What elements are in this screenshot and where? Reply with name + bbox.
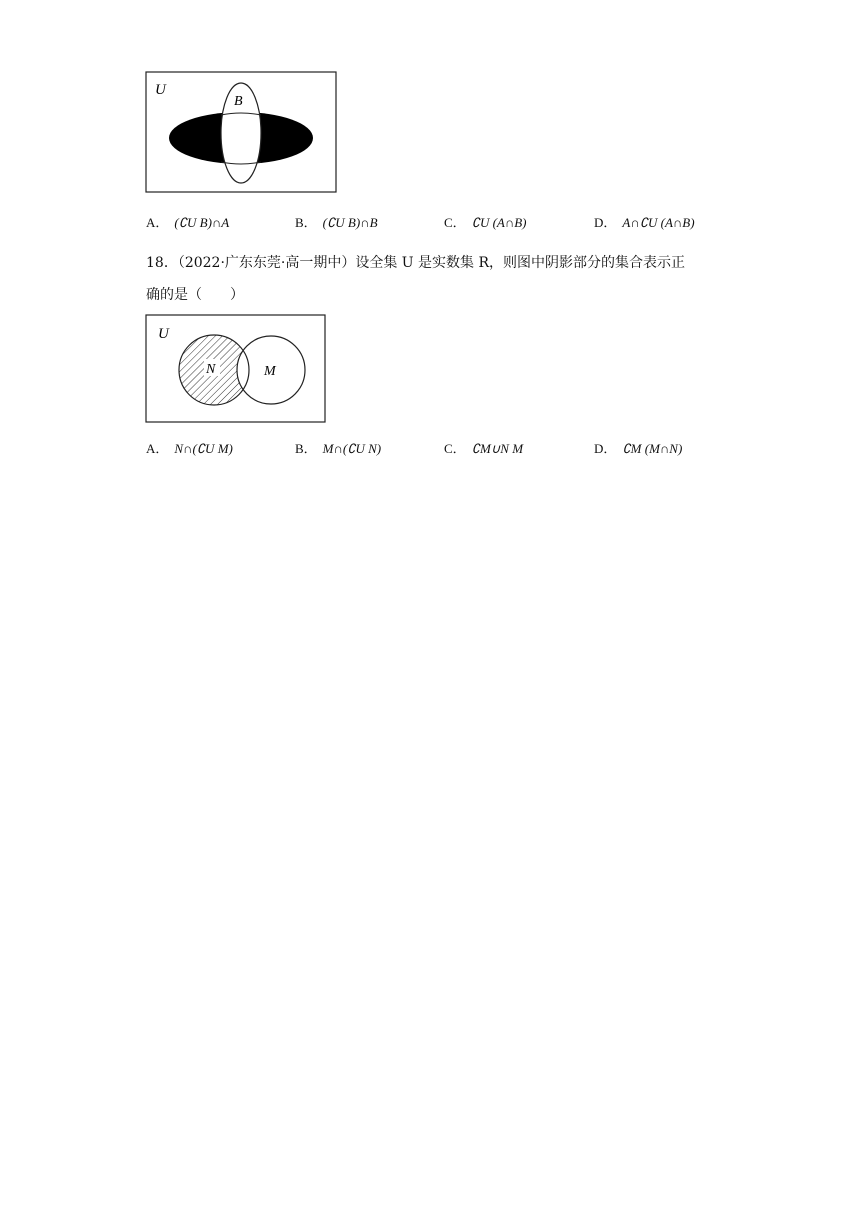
q17-option-b[interactable]: B． (∁U B)∩B [295,215,378,230]
q17-option-c[interactable]: C． ∁U (A∩B) [444,215,527,230]
set-b-label: B [234,94,243,109]
question-source: （2022·广东东莞·高一期中） [177,255,356,271]
q18-option-a[interactable]: A． N∩(∁U M) [146,441,233,456]
set-m-label: M [264,364,276,379]
q18-option-c[interactable]: C． ∁M∪N M [444,441,524,456]
universe-label: U [155,82,166,98]
q17-option-a[interactable]: A． (∁U B)∩A [146,215,230,230]
question-number: 18． [146,255,178,271]
question-text: 设全集 U 是实数集 R，则图中阴影部分的集合表示正 [355,255,686,271]
q18-venn-diagram [145,314,327,424]
q18-stem-line-2: 确的是（ ） [146,287,244,303]
q17-option-d[interactable]: D． A∩∁U (A∩B) [594,215,695,230]
q18-option-d[interactable]: D． ∁M (M∩N) [594,441,683,456]
set-n-label: N [206,362,216,377]
q17-venn-diagram [145,71,338,194]
q18-stem-line-1 [146,247,736,279]
q18-option-b[interactable]: B． M∩(∁U N) [295,441,382,456]
universe-label: U [158,326,169,342]
q18-stem [146,247,736,311]
